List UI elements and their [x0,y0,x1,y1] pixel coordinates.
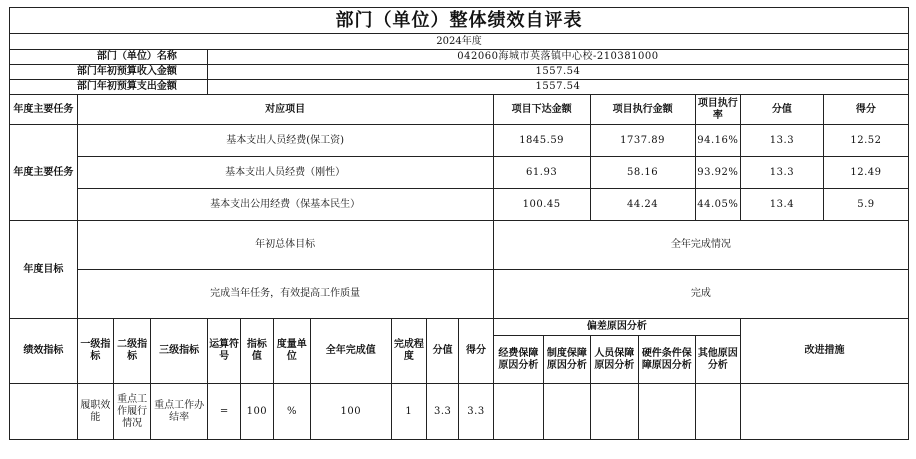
dept-name-value: 042060海城市英落镇中心校-210381000 [207,50,908,65]
operator-header: 运算符号 [207,319,240,384]
task-executed: 44.24 [590,189,695,221]
score-value-header: 分值 [741,95,824,125]
task-rate: 44.05% [695,189,740,221]
dev-hardware-cell [639,384,696,440]
actual-header: 全年完成值 [310,319,391,384]
rate-header: 项目执行率 [695,95,740,125]
dev-other-cell [695,384,740,440]
indicator-degree: 1 [391,384,426,440]
dev-staff-cell [590,384,638,440]
score-header: 得分 [823,95,908,125]
goals-label: 年度目标 [10,221,78,319]
deviation-group-header: 偏差原因分析 [493,319,740,336]
dev-staff-header: 人员保障原因分析 [590,336,638,384]
task-score: 12.49 [823,157,908,189]
task-executed: 58.16 [590,157,695,189]
dev-system-header: 制度保障原因分析 [544,336,590,384]
indicator-score-header: 得分 [459,319,493,384]
improve-header: 改进措施 [741,319,909,384]
expense-label: 部门年初预算支出金额 [10,80,208,95]
indicator-level3: 重点工作办结率 [151,384,208,440]
tasks-body-label: 年度主要任务 [10,125,78,221]
tasks-header-label: 年度主要任务 [10,95,78,125]
indicator-score: 3.3 [459,384,493,440]
indicators-label: 绩效指标 [10,319,78,384]
improve-cell [741,384,909,440]
evaluation-table [9,7,909,440]
income-value: 1557.54 [207,65,908,80]
indicator-score-value: 3.3 [427,384,459,440]
dev-funding-cell [493,384,543,440]
project-header: 对应项目 [77,95,493,125]
dev-funding-header: 经费保障原因分析 [493,336,543,384]
task-score-value: 13.3 [741,157,824,189]
issued-header: 项目下达金额 [493,95,590,125]
task-score-value: 13.4 [741,189,824,221]
dev-system-cell [544,384,590,440]
task-score-value: 13.3 [741,125,824,157]
level2-header: 二级指标 [114,319,151,384]
overall-goal-header: 年初总体目标 [77,221,493,270]
task-project: 基本支出人员经费（刚性） [77,157,493,189]
expense-value: 1557.54 [207,80,908,95]
dev-hardware-header: 硬件条件保障原因分析 [639,336,696,384]
completion-header: 全年完成情况 [493,221,908,270]
executed-header: 项目执行金额 [590,95,695,125]
indicator-operator: = [207,384,240,440]
unit-header: 度量单位 [273,319,310,384]
indicators-body-label [10,384,78,440]
task-score: 12.52 [823,125,908,157]
indicator-level2: 重点工作履行情况 [114,384,151,440]
task-project: 基本支出公用经费（保基本民生） [77,189,493,221]
indicator-score-value-header: 分值 [427,319,459,384]
target-header: 指标值 [241,319,273,384]
task-rate: 93.92% [695,157,740,189]
degree-header: 完成程度 [391,319,426,384]
indicator-level1: 履职效能 [77,384,113,440]
level3-header: 三级指标 [151,319,208,384]
indicator-unit: % [273,384,310,440]
level1-header: 一级指标 [77,319,113,384]
task-score: 5.9 [823,189,908,221]
overall-goal-value: 完成当年任务，有效提高工作质量 [77,270,493,319]
page-title: 部门（单位）整体绩效自评表 [10,8,909,34]
task-issued: 1845.59 [493,125,590,157]
task-rate: 94.16% [695,125,740,157]
task-issued: 100.45 [493,189,590,221]
indicator-actual: 100 [310,384,391,440]
dev-other-header: 其他原因分析 [695,336,740,384]
income-label: 部门年初预算收入金额 [10,65,208,80]
task-issued: 61.93 [493,157,590,189]
task-executed: 1737.89 [590,125,695,157]
dept-name-label: 部门（单位）名称 [10,50,208,65]
task-project: 基本支出人员经费(保工资) [77,125,493,157]
indicator-target: 100 [241,384,273,440]
completion-value: 完成 [493,270,908,319]
report-year: 2024年度 [10,34,909,50]
